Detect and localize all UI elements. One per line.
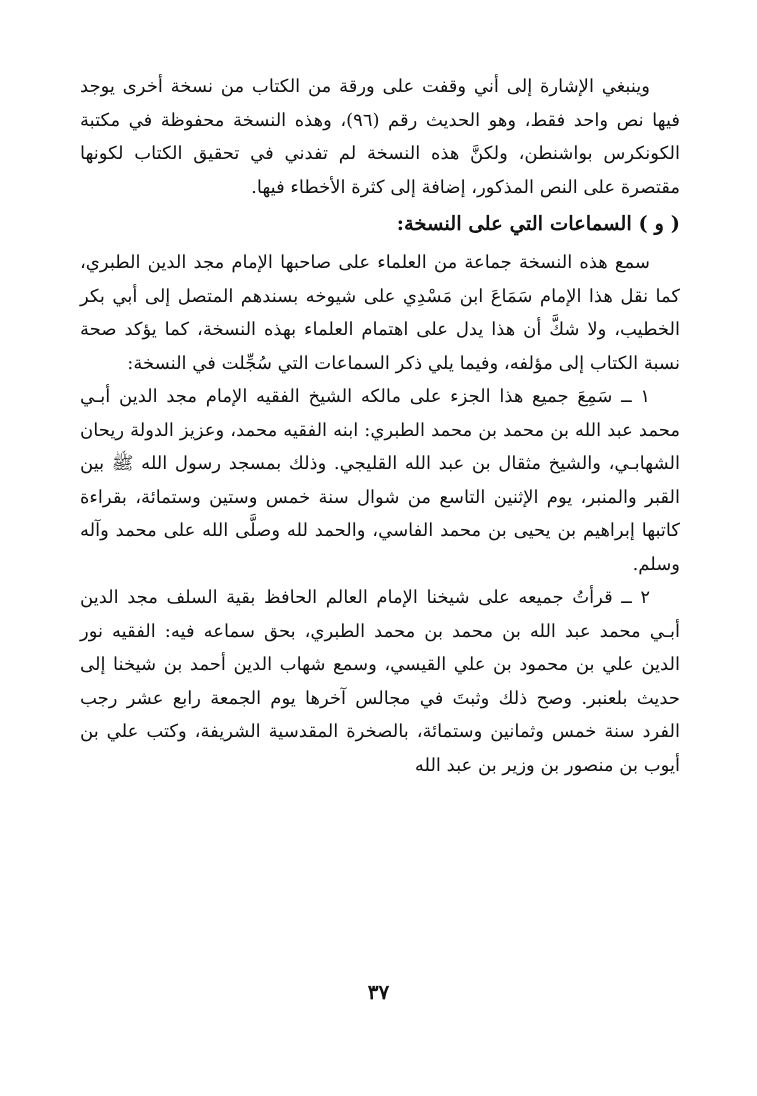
- paragraph-samaa-2: ٢ ــ قرأتُ جميعه على شيخنا الإمام العالم الحافظ بقية السلف مجد الدين أبـي محمد عبد الله بن محمد بن محمد الطبري، بحق سماعه فيه: الفقيه نور الدين علي بن محمود بن علي القيسي، وسمع شهاب الدين أحمد بن شيخنا إلى حديث بلعنبر. وصح ذلك وثبتَ في مجالس آخرها يوم الجمعة رابع عشر رجب الفرد سنة خمس وثمانين وستمائة، بالصخرة المقدسية الشريفة، وكتب علي بن أيوب بن منصور بن وزير بن عبد الله: [80, 587, 680, 776]
- paragraph-samaat-intro: سمع هذه النسخة جماعة من العلماء على صاحبها الإمام مجد الدين الطبري، كما نقل هذا الإمام سَمَاعَ ابن مَسْدِي على شيوخه بسندهم المتصل إلى أبي بكر الخطيب، ولا شكَّ أن هذا يدل على اهتمام العلماء بهذه النسخة، كما يؤكد صحة نسبة الكتاب إلى مؤلفه، وفيما يلي ذكر السماعات التي سُجِّلت في النسخة:: [80, 252, 680, 374]
- page-number: ٣٧: [367, 980, 390, 1004]
- paragraph-samaa-1: ١ ــ سَمِعَ جميع هذا الجزء على مالكه الشيخ الفقيه الإمام مجد الدين أبـي محمد عبد الله بن محمد بن محمد الطبري: ابنه الفقيه محمد، وعزيز الدولة ريحان الشهابـي، والشيخ مثقال بن عبد الله القليجي. وذلك بمسجد رسول الله ﷺ بين القبر والمنبر، يوم الإثنين التاسع من شوال سنة خمس وستين وستمائة، بقراءة كاتبها إبراهيم بن يحيى بن محمد الفاسي، والحمد لله وصلَّى الله على محمد وآله وسلم.: [80, 386, 680, 575]
- section-heading: ( و ) السماعات التي على النسخة:: [396, 212, 680, 235]
- page-body: [80, 70, 680, 1040]
- paragraph-other-copy: وينبغي الإشارة إلى أني وقفت على ورقة من الكتاب من نسخة أخرى يوجد فيها نص واحد فقط، وهو الحديث رقم (٩٦)، وهذه النسخة محفوظة في مكتبة الكونكرس بواشنطن، ولكنَّ هذه النسخة لم تفدني في تحقيق الكتاب لكونها مقتصرة على النص المذكور، إضافة إلى كثرة الأخطاء فيها.: [80, 76, 681, 198]
